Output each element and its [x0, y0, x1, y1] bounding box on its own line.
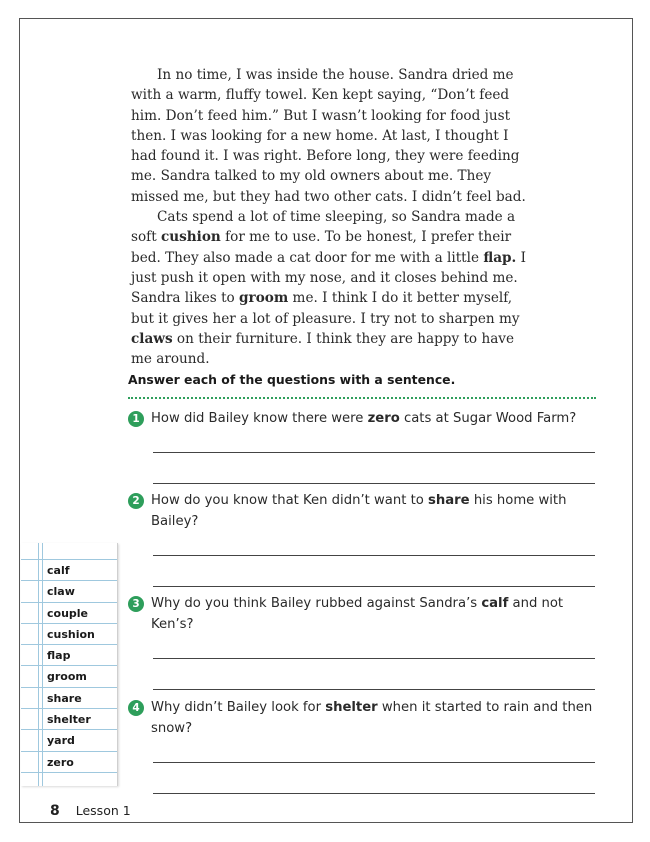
answer-line[interactable] [153, 762, 595, 763]
word-bank-item: calf [21, 560, 117, 581]
text-segment: on their furniture. I think they are happy to have me around. [131, 330, 515, 368]
text-segment: Why do you think Bailey rubbed against Sandra’s [151, 596, 482, 611]
question-4 [128, 697, 598, 739]
text-segment: In no time, I was inside the house. Sandra dried me with a warm, fluffy towel. Ken kept saying, “Don’t feed him. Don’t feed him.” But I wasn’t looking for food just then. I was looking for a new home. At last, I thought I had found it. I was right. Before long, they were feeding me. Sandra talked to my old owners about me. They missed me, but they had two other cats. I didn’t feel bad. [131, 67, 526, 205]
word-bank-item: groom [21, 666, 117, 687]
word-bank-header [21, 543, 117, 560]
word-bank [21, 543, 118, 786]
notebook-margin-line [38, 543, 39, 786]
answer-line[interactable] [153, 555, 595, 556]
instructions-heading: Answer each of the questions with a sentence. [128, 372, 456, 387]
question-number-badge: 4 [128, 700, 144, 716]
text-segment: Cats spend a lot of time sleeping, so Sandra made a soft [131, 209, 516, 246]
text-segment: and not Ken’s? [151, 596, 564, 632]
vocab-word: cushion [160, 229, 221, 246]
answer-line[interactable] [153, 689, 595, 690]
word-bank-item: zero [21, 752, 117, 773]
answer-line[interactable] [153, 586, 595, 587]
question-text [151, 697, 598, 739]
vocab-word: share [428, 493, 470, 508]
answer-line[interactable] [153, 658, 595, 659]
question-text [151, 490, 598, 532]
question-number-badge: 2 [128, 493, 144, 509]
word-bank-item: flap [21, 645, 117, 666]
text-segment: Why didn’t Bailey look for [151, 700, 326, 715]
text-segment: for me to use. To be honest, I prefer their bed. They also made a cat door for me with a little [131, 229, 512, 266]
vocab-word: claws [131, 330, 173, 347]
word-bank-item: couple [21, 603, 117, 624]
answer-line[interactable] [153, 483, 595, 484]
question-text [151, 408, 598, 429]
story-paragraph-1 [131, 65, 533, 207]
question-1 [128, 408, 598, 429]
text-segment: his home with Bailey? [151, 493, 567, 529]
answer-line[interactable] [153, 452, 595, 453]
question-2 [128, 490, 598, 532]
text-segment: me. I think I do it better myself, but it gives her a lot of pleasure. I try not to sharpen my [131, 290, 520, 327]
word-bank-item: cushion [21, 624, 117, 645]
text-segment: cats at Sugar Wood Farm? [399, 411, 577, 426]
answer-line[interactable] [153, 793, 595, 794]
vocab-word: groom [239, 290, 289, 307]
word-bank-item: share [21, 688, 117, 709]
vocab-word: shelter [325, 700, 378, 715]
vocab-word: calf [481, 596, 509, 611]
question-number-badge: 3 [128, 596, 144, 612]
story-text [131, 65, 533, 369]
word-bank-item: shelter [21, 709, 117, 730]
question-3 [128, 593, 598, 635]
lesson-label: Lesson 1 [75, 803, 131, 818]
word-bank-item: claw [21, 581, 117, 602]
story-paragraph-2 [131, 207, 533, 369]
page-number: 8 [50, 803, 60, 819]
text-segment: How do you know that Ken didn’t want to [151, 493, 429, 508]
word-bank-item: yard [21, 730, 117, 751]
question-number-badge: 1 [128, 411, 144, 427]
text-segment: when it started to rain and then snow? [151, 700, 593, 736]
text-segment: How did Bailey know there were [151, 411, 368, 426]
vocab-word: flap. [483, 249, 517, 266]
notebook-margin-line [42, 543, 43, 786]
page-footer [50, 803, 131, 819]
question-text [151, 593, 598, 635]
vocab-word: zero [367, 411, 400, 426]
dotted-divider [128, 397, 596, 399]
text-segment: I just push it open with my nose, and it closes behind me. Sandra likes to [131, 249, 526, 307]
